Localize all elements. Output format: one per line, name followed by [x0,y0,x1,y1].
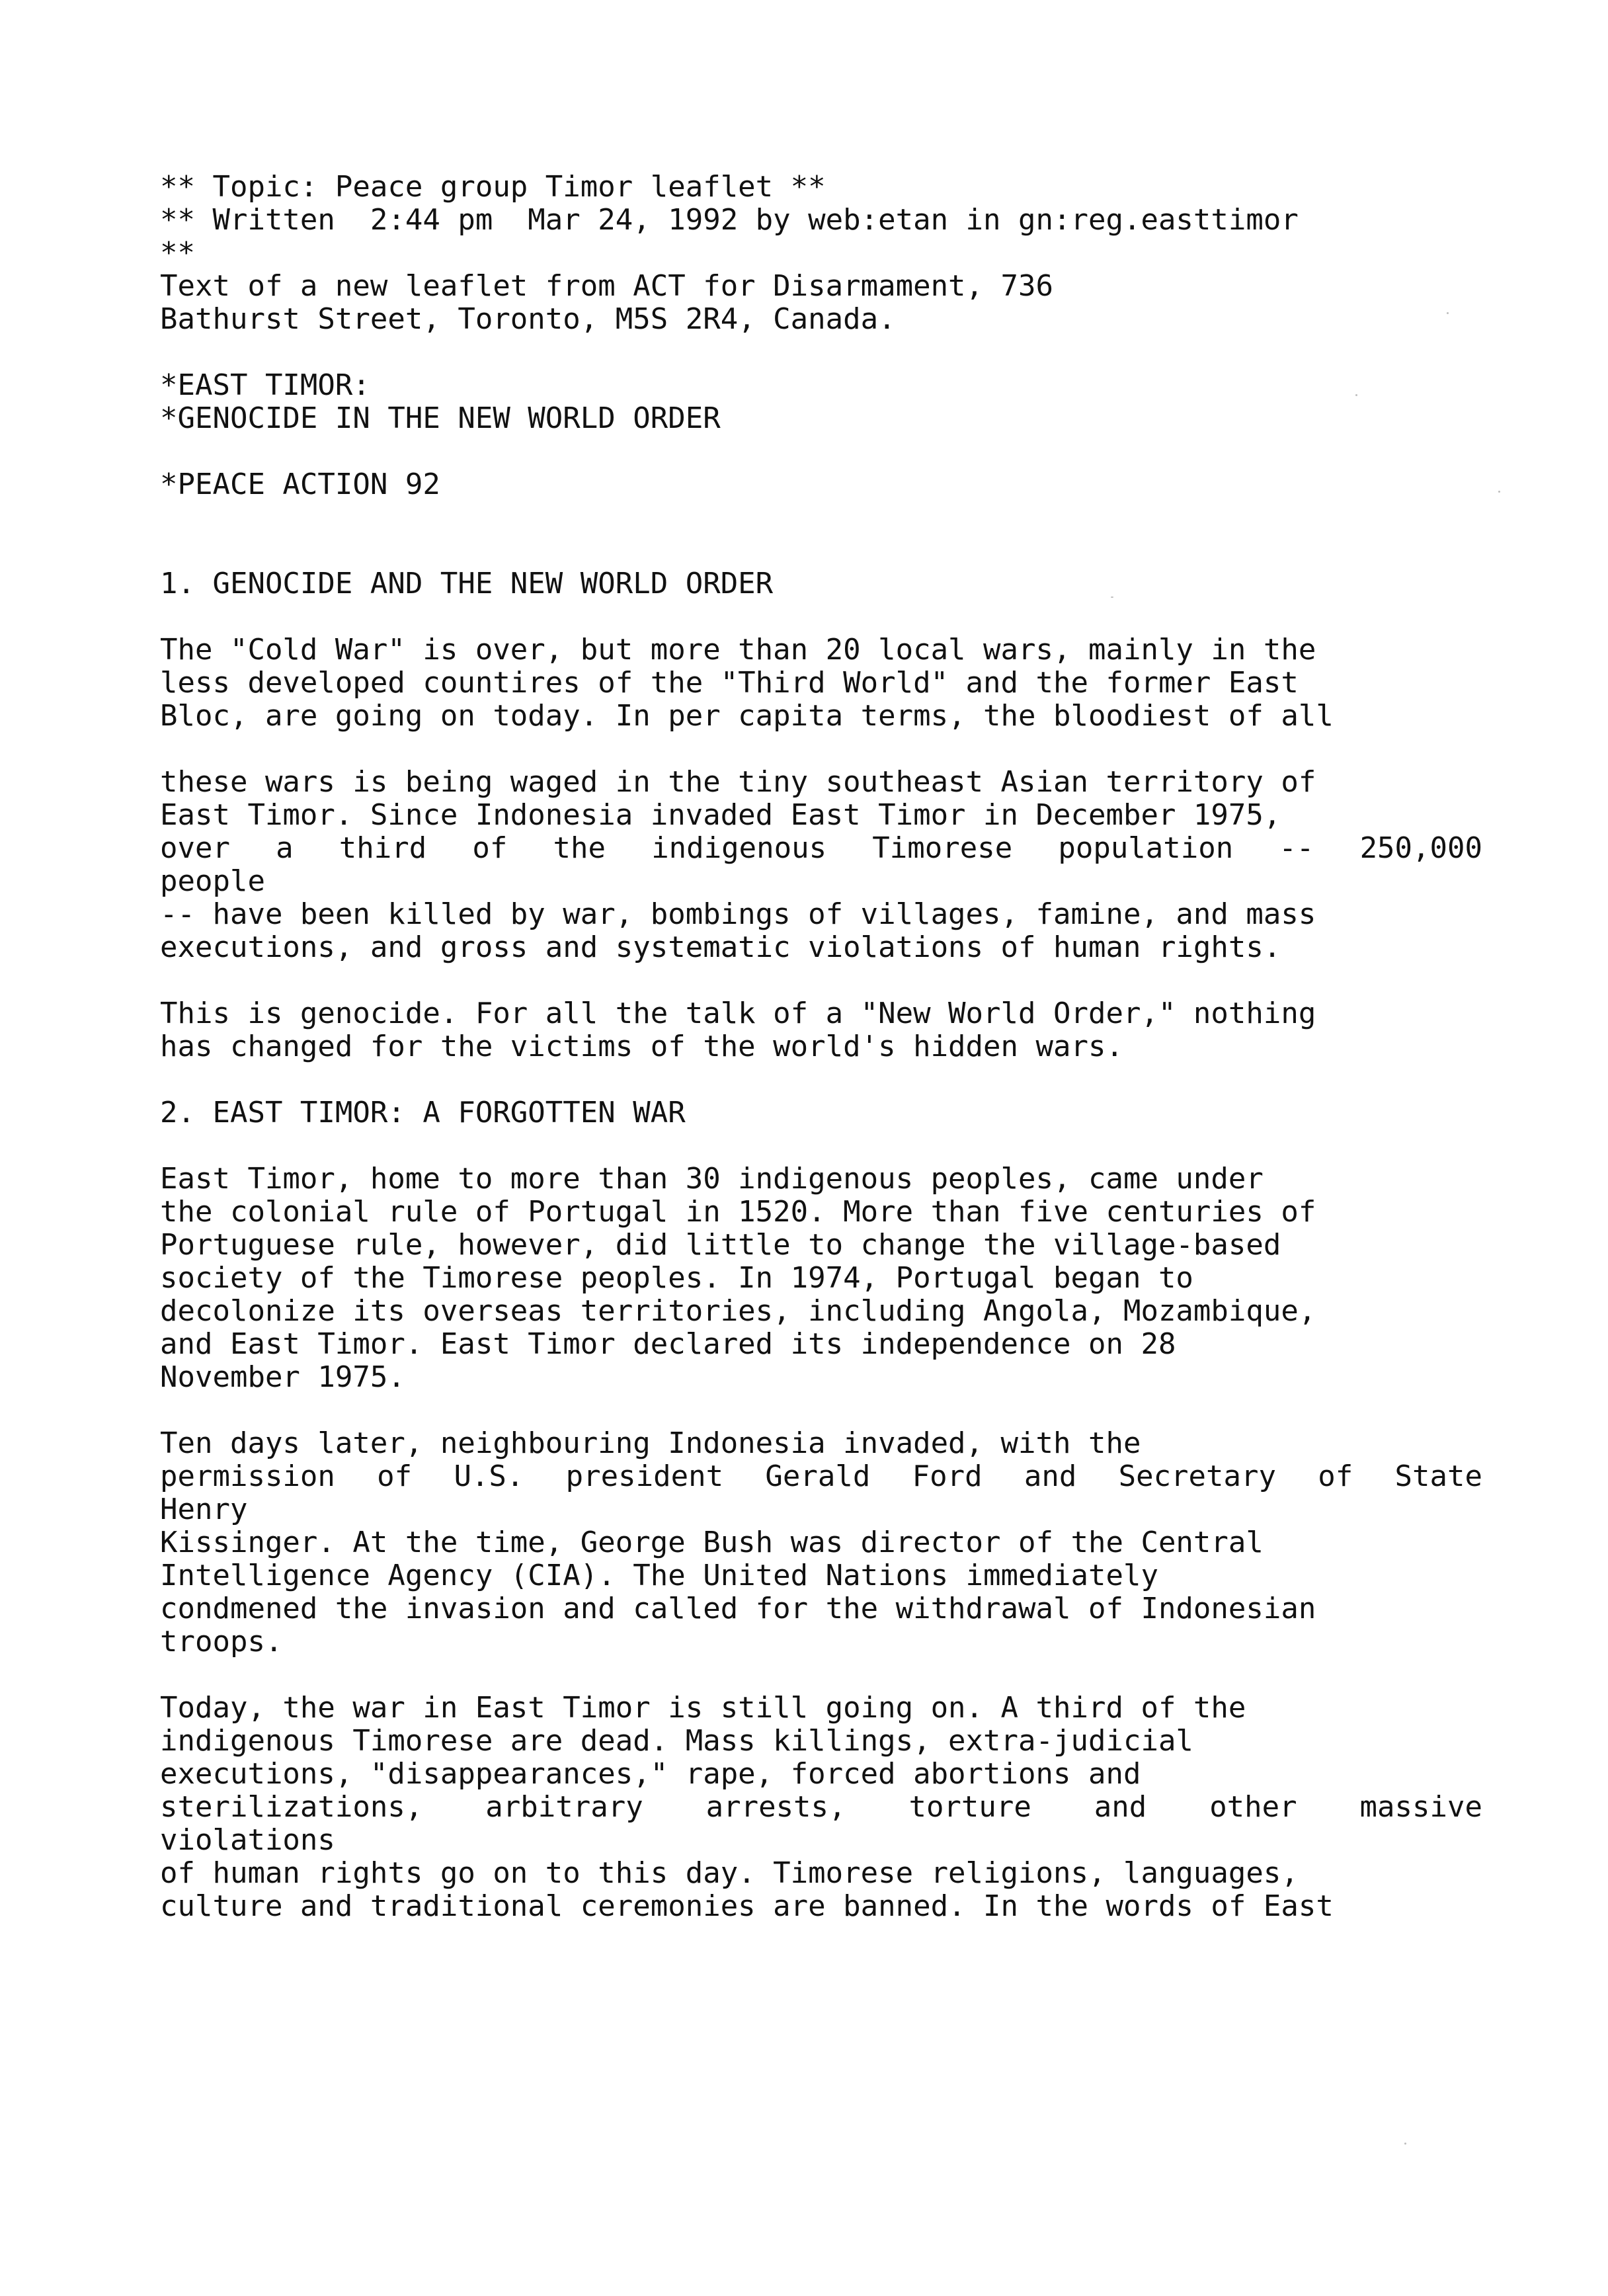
paragraph-line: November 1975. [160,1360,405,1394]
spacer [160,964,1482,997]
paragraph-line: -- have been killed by war, bombings of villages, famine, and mass [160,897,1316,931]
spacer [160,1394,1482,1427]
spacer [160,534,1482,567]
header-line: ** Topic: Peace group Timor leaflet ** [160,170,826,204]
paragraph-line: condmened the invasion and called for the withdrawal of Indonesian [160,1592,1316,1625]
paragraph-line: Henry [160,1493,248,1526]
scan-speck [1498,491,1500,493]
paragraph-line: people [160,864,265,898]
paragraph-line: permission of U.S. president Gerald Ford and Secretary of State [160,1460,1482,1493]
spacer [160,336,1482,369]
spacer [160,435,1482,468]
intro-line: Bathurst Street, Toronto, M5S 2R4, Canada. [160,302,896,336]
header-line: ** [160,236,195,270]
paragraph-line: Intelligence Agency (CIA). The United Nations immediately [160,1559,1158,1592]
intro-line: Text of a new leaflet from ACT for Disarmament, 736 [160,269,1054,303]
paragraph-line: decolonize its overseas territories, including Angola, Mozambique, [160,1294,1316,1328]
paragraph-line: troops. [160,1625,283,1659]
paragraph-line: these wars is being waged in the tiny southeast Asian territory of [160,765,1316,799]
section-1-title: 1. GENOCIDE AND THE NEW WORLD ORDER [160,567,774,600]
leaflet-text [160,171,1482,1923]
paragraph-line: society of the Timorese peoples. In 1974, Portugal began to [160,1261,1193,1295]
scan-speck [1447,312,1449,314]
paragraph-line: over a third of the indigenous Timorese population -- 250,000 [160,832,1482,865]
spacer [160,1129,1482,1163]
scan-speck [1404,2143,1406,2145]
paragraph-line: violations [160,1823,335,1857]
spacer [160,501,1482,534]
paragraph-line: and East Timor. East Timor declared its independence on 28 [160,1327,1176,1361]
paragraph-line: East Timor. Since Indonesia invaded East Timor in December 1975, [160,798,1281,832]
paragraph-line: executions, "disappearances," rape, forced abortions and [160,1757,1141,1791]
paragraph-line: the colonial rule of Portugal in 1520. More than five centuries of [160,1195,1316,1229]
paragraph-line: indigenous Timorese are dead. Mass killings, extra-judicial [160,1724,1193,1758]
spacer [160,1063,1482,1096]
spacer [160,733,1482,766]
paragraph-line: has changed for the victims of the world's hidden wars. [160,1030,1123,1063]
heading-line: *GENOCIDE IN THE NEW WORLD ORDER [160,401,721,435]
paragraph-line: Portuguese rule, however, did little to change the village-based [160,1228,1281,1262]
paragraph-line: executions, and gross and systematic violations of human rights. [160,930,1281,964]
paragraph-line: Kissinger. At the time, George Bush was director of the Central [160,1526,1264,1559]
paragraph-line: of human rights go on to this day. Timorese religions, languages, [160,1856,1299,1890]
heading-line: *EAST TIMOR: [160,368,370,402]
paragraph-line: This is genocide. For all the talk of a "New World Order," nothing [160,997,1316,1030]
scan-speck [1111,596,1113,598]
spacer [160,600,1482,634]
section-2-title: 2. EAST TIMOR: A FORGOTTEN WAR [160,1096,686,1129]
paragraph-line: The "Cold War" is over, but more than 20 local wars, mainly in the [160,633,1316,667]
header-line: ** Written 2:44 pm Mar 24, 1992 by web:etan in gn:reg.easttimor [160,203,1299,237]
spacer [160,1659,1482,1692]
paragraph-line: East Timor, home to more than 30 indigenous peoples, came under [160,1162,1264,1196]
peace-action-heading: *PEACE ACTION 92 [160,468,440,501]
paragraph-line: sterilizations, arbitrary arrests, torture and other massive [160,1791,1482,1824]
paragraph-line: culture and traditional ceremonies are banned. In the words of East [160,1889,1334,1923]
paragraph-line: Bloc, are going on today. In per capita terms, the bloodiest of all [160,699,1334,733]
scan-speck [1355,394,1357,396]
paragraph-line: Ten days later, neighbouring Indonesia invaded, with the [160,1426,1141,1460]
paragraph-line: less developed countires of the "Third World" and the former East [160,666,1299,700]
paragraph-line: Today, the war in East Timor is still going on. A third of the [160,1691,1246,1725]
